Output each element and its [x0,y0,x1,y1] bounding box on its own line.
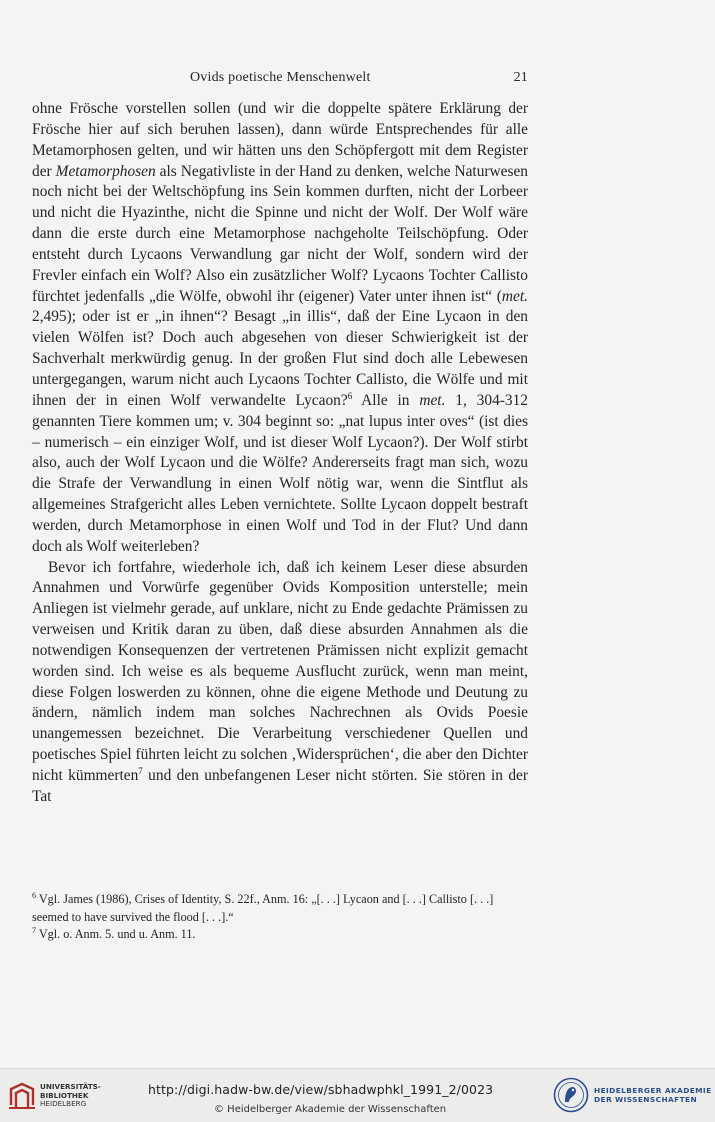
footnote-7: $^7$ Vgl. o. Anm. 5. und u. Anm. 11. [32,926,196,941]
copyright-notice: © Heidelberger Akademie der Wissenschaften [214,1104,447,1115]
footnote-ref-6[interactable]: 6 [347,390,353,401]
viewer-footer [0,1068,715,1122]
university-library-logo-icon[interactable] [8,1081,36,1115]
university-library-name: UNIVERSITÄTS- BIBLIOTHEK HEIDELBERG [40,1082,101,1109]
academy-seal-icon[interactable] [553,1077,589,1117]
body-text [32,99,528,808]
paragraph-1: ohne Frösche vorstellen sollen (und wir die doppelte spätere Erklärung der Frösche hier auf sich beruhen lassen), dann würde Entsprechendes für alle Metamorphosen gelten, und wir hätten uns den Schöpfergott mit dem Register der Metamorphosen als Negativliste in der Hand zu denken, welche Naturwesen noch nicht bei der Weltschöpfung ins Sein kommen durften, nicht der Lorbeer und nicht die Hyazinthe, nicht die Spinne und nicht der Wolf. Der Wolf wäre dann die erste durch eine Metamorphose nachgeholte Teilschöpfung. Oder entsteht durch Lycaons Verwandlung gar nicht der Wolf, sondern wird der Frevler einfach ein Wolf? Also ein zusätzlicher Wolf? Lycaons Tochter Callisto fürchtet jedenfalls „die Wölfe, obwohl ihr (eigener) Vater unter ihnen ist“ (met. 2,495); oder ist er „in ihnen“? Besagt „in illis“, daß der Eine Lycaon in den vielen Wölfen ist? Doch auch abgesehen von dieser Schwierigkeit ist der Sachverhalt merkwürdig genug. In der großen Flut sind doch alle Lebewesen untergegangen, warum nicht auch Lycaons Tochter Callisto, die Wölfe und mit ihnen der in einen Wolf verwandelte Lycaon?$^6$ Alle in met. 1, 304-312 genannten Tiere kommen um; v. 304 beginnt so: „nat lupus inter oves“ (ist dies – numerisch – ein einziger Wolf, und ist dieser Wolf Lycaon?). Der Wolf stirbt also, auch der Wolf Lycaon und die Wölfe? Andererseits fragt man sich, wozu die Strafe der Verwandlung in einen Wolf nötig war, wenn die Sintflut als allgemeines Strafgericht alles Leben vernichtete. Sollte Lycaon doppelt bestraft werden, durch Metamorphose in einen Wolf und Tod in der Flut? Und dann doch als Wolf weiterleben? [32,100,528,555]
footnote-ref-7[interactable]: 7 [138,766,143,776]
page-number: 21 [513,70,528,85]
running-title: Ovids poetische Menschenwelt [190,70,371,85]
permalink-url[interactable]: http://digi.hadw-bw.de/view/sbhadwphkl_1991_2/0023 [148,1082,494,1097]
paragraph-2: Bevor ich fortfahre, wiederhole ich, daß ich keinem Leser diese absurden Annahmen und Vorwürfe gegenüber Ovids Komposition unterstelle; mein Anliegen ist vielmehr gerade, auf unklare, nicht zu Ende gedachte Prämissen zu verweisen und Kritik daran zu üben, daß diese absurden Annahmen als die notwendigen Konsequenzen der vertretenen Prämissen nicht explizit gemacht worden sind. Ich weise es als bequeme Ausflucht zurück, wenn man meint, diese Folgen loswerden zu können, ohne die eigene Methode und Deutung zu ändern, nämlich indem man solches Nachrechnen als Ovids Poesie unangemessen bezeichnet. Die Verarbeitung verschiedener Quellen und poetisches Spiel führten leicht zu solchen ‚Widersprüchen‘, die aber den Dichter nicht kümmerten$^7$ und den unbefangenen Leser nicht störten. Sie stören in der Tat [32,558,528,805]
footnotes [32,891,528,944]
academy-name: HEIDELBERGER AKADEMIE DER WISSENSCHAFTEN [594,1086,712,1104]
footnote-6: $^6$ Vgl. James (1986), Crises of Identity, S. 22f., Anm. 16: „[. . .] Lycaon and [. . .] Callisto [. . .] seemed to have survived the flood [. . .].“ [32,891,494,924]
